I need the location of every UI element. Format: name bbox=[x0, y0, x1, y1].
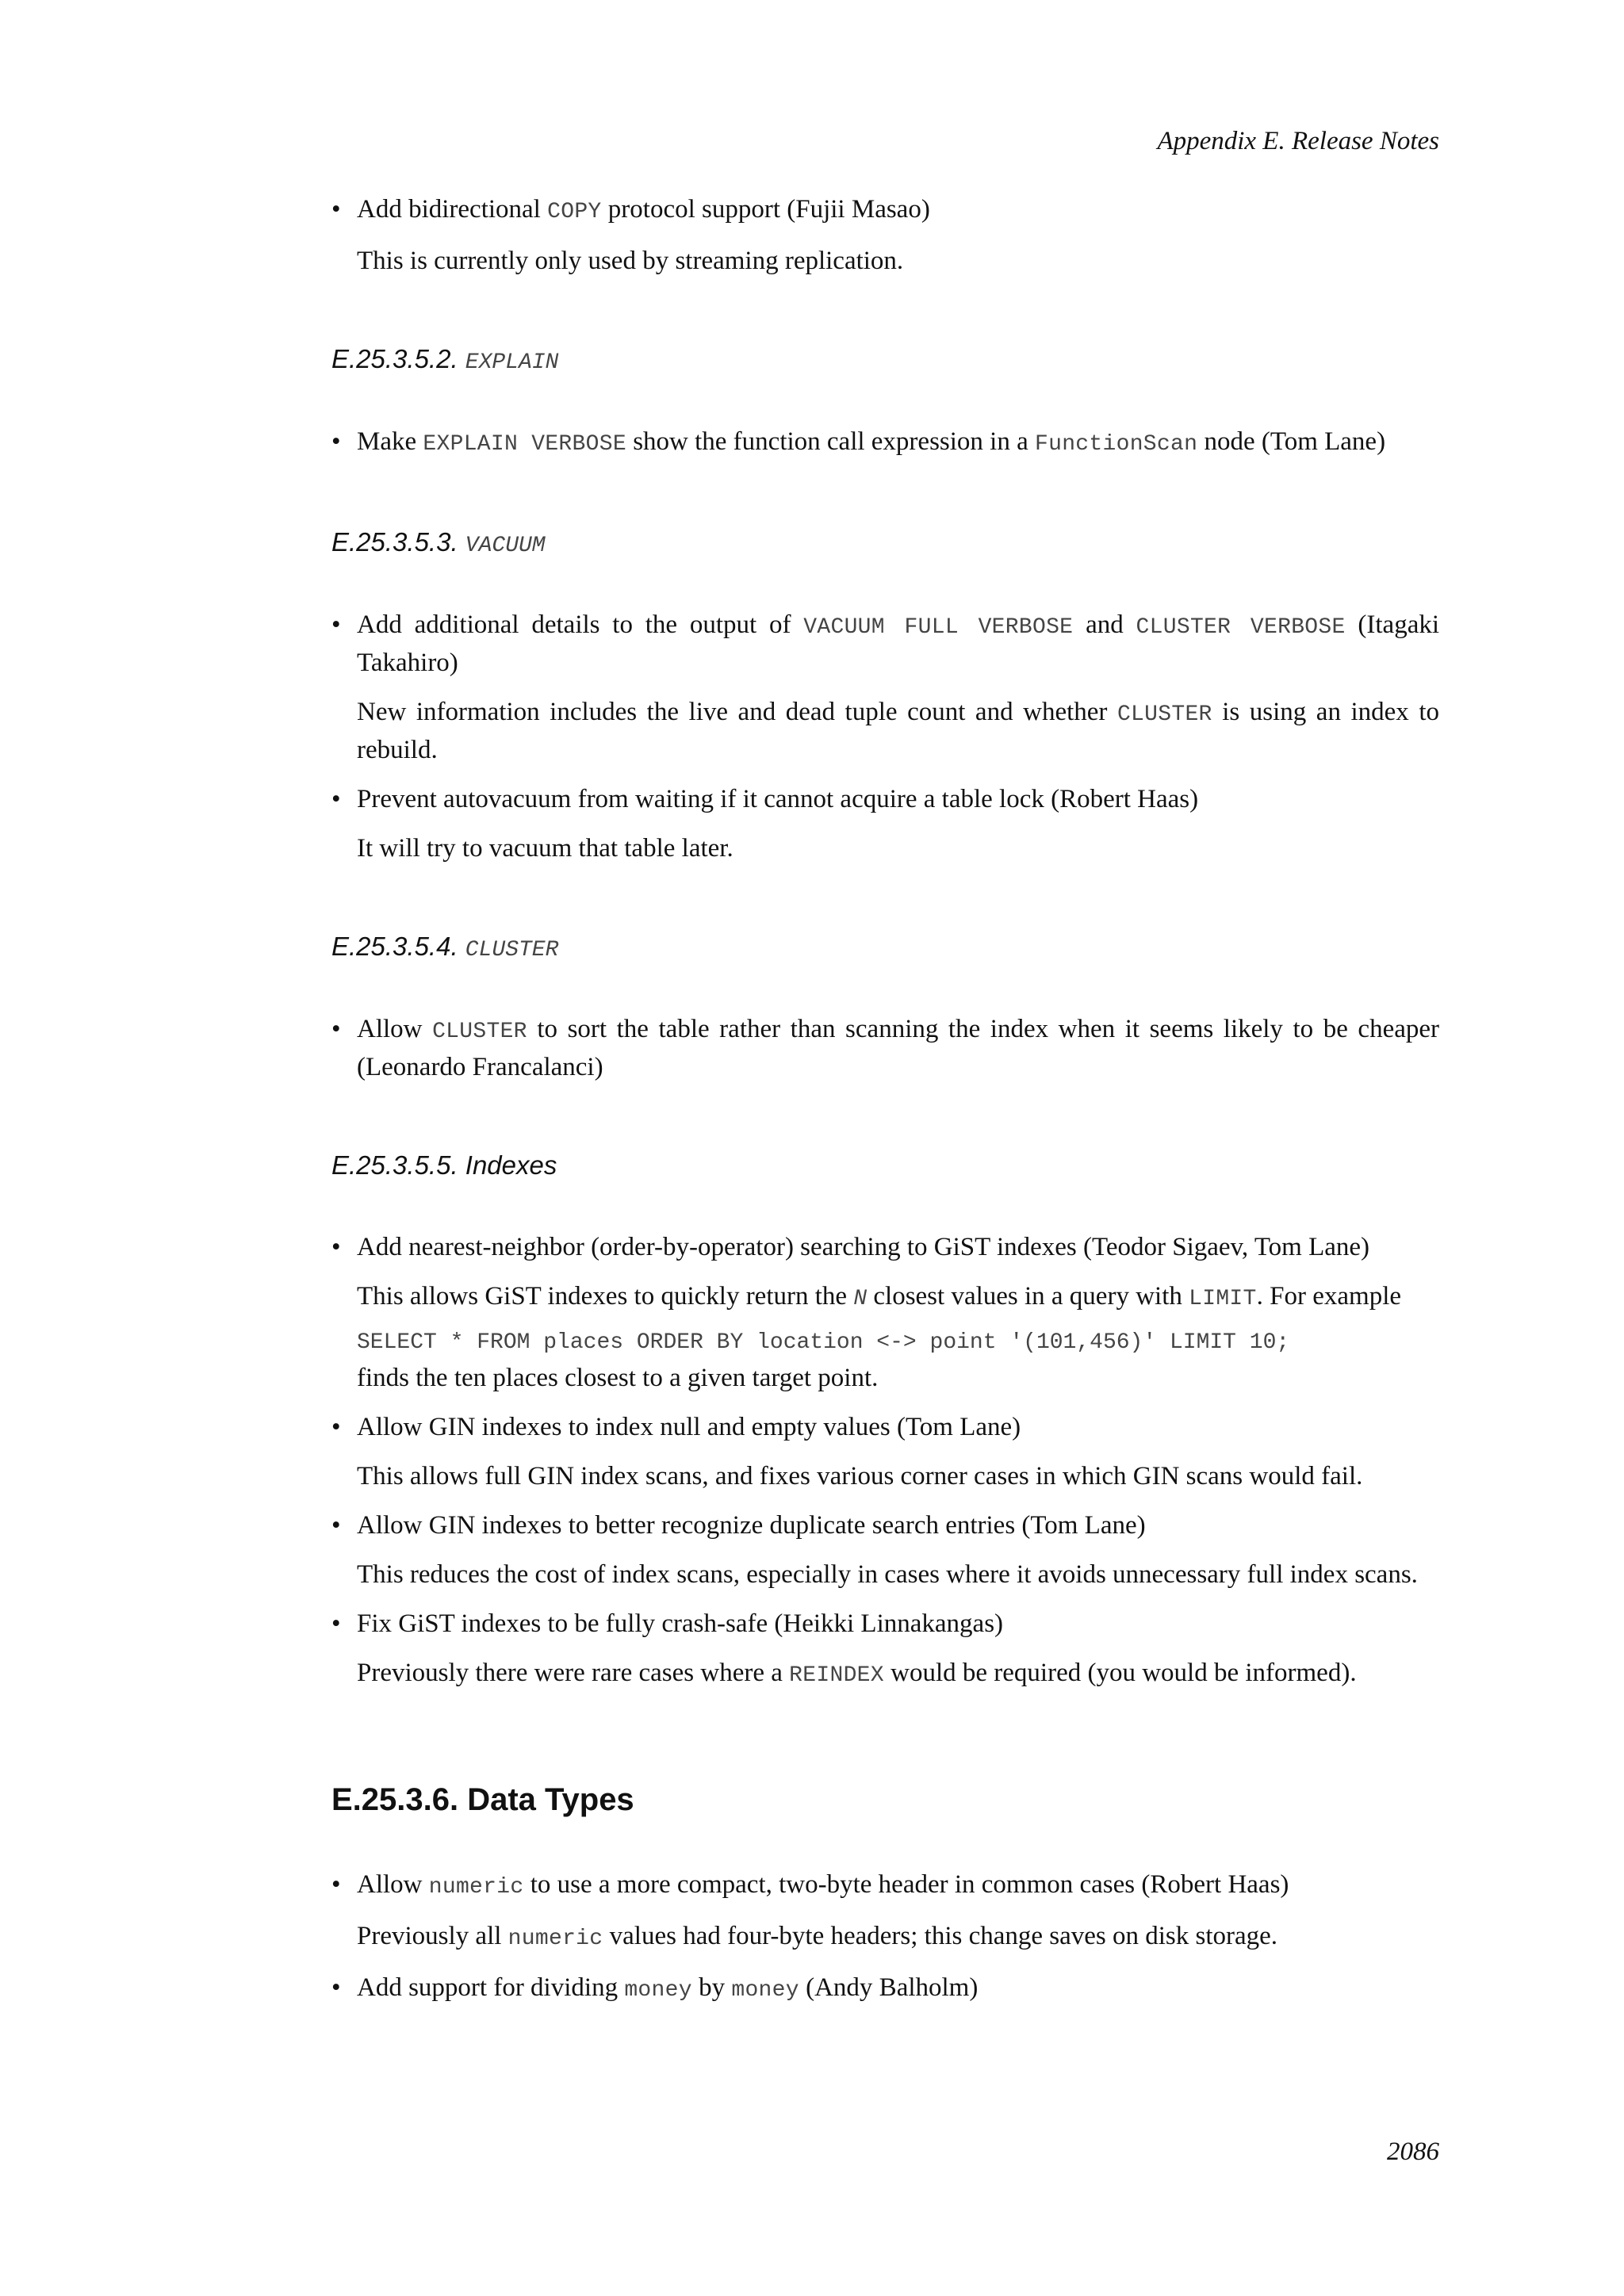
bullet-icon: • bbox=[331, 195, 341, 224]
list-item bbox=[331, 192, 1439, 279]
item-note: This is currently only used by streaming replication. bbox=[357, 247, 904, 275]
item-note: finds the ten places closest to a given target point. bbox=[357, 1364, 879, 1392]
section-heading-cluster: E.25.3.5.4. CLUSTER bbox=[331, 932, 559, 962]
item-note: Previously all numeric values had four-byte headers; this change saves on disk storage. bbox=[357, 1922, 1278, 1951]
bullet-icon: • bbox=[331, 610, 341, 639]
item-text: Allow GIN indexes to better recognize duplicate search entries (Tom Lane) bbox=[357, 1511, 1146, 1540]
section-heading-explain: E.25.3.5.2. EXPLAIN bbox=[331, 344, 559, 375]
item-text: Allow GIN indexes to index null and empty values (Tom Lane) bbox=[357, 1413, 1021, 1441]
list-item bbox=[331, 1012, 1439, 1085]
list-item bbox=[331, 1867, 1439, 1957]
bullet-icon: • bbox=[331, 1413, 341, 1441]
item-text: Allow CLUSTER to sort the table rather than scanning the index when it seems likely to be cheaper (Leonardo Francalanci) bbox=[357, 1015, 1439, 1081]
item-note: This allows GiST indexes to quickly return the N closest values in a query with LIMIT. For example bbox=[357, 1282, 1402, 1311]
code-example: SELECT * FROM places ORDER BY location <-> point '(101,456)' LIMIT 10; bbox=[357, 1330, 1290, 1355]
list-item bbox=[331, 424, 1439, 462]
bullet-icon: • bbox=[331, 1511, 341, 1540]
item-text: Add additional details to the output of VACUUM FULL VERBOSE and CLUSTER VERBOSE (Itagaki Takahiro) bbox=[357, 610, 1440, 677]
item-text: Fix GiST indexes to be fully crash-safe (Heikki Linnakangas) bbox=[357, 1609, 1004, 1638]
item-text: Add bidirectional COPY protocol support (Fujii Masao) bbox=[357, 195, 930, 224]
section-heading-data-types: E.25.3.6. Data Types bbox=[331, 1782, 634, 1817]
page-content bbox=[331, 192, 1439, 2008]
page-number: 2086 bbox=[1387, 2137, 1439, 2166]
bullet-icon: • bbox=[331, 1870, 341, 1899]
running-header: Appendix E. Release Notes bbox=[1157, 127, 1439, 155]
item-note: This reduces the cost of index scans, especially in cases where it avoids unnecessary full index scans. bbox=[357, 1560, 1418, 1589]
list-item bbox=[331, 782, 1439, 867]
item-note: New information includes the live and dead tuple count and whether CLUSTER is using an index to rebuild. bbox=[357, 698, 1439, 764]
item-text: Add support for dividing money by money (Andy Balholm) bbox=[357, 1973, 979, 2003]
list-item bbox=[331, 1508, 1439, 1593]
item-text: Allow numeric to use a more compact, two-byte header in common cases (Robert Haas) bbox=[357, 1870, 1289, 1900]
list-item bbox=[331, 1410, 1439, 1494]
list-item bbox=[331, 1606, 1439, 1693]
bullet-icon: • bbox=[331, 427, 341, 456]
item-note: Previously there were rare cases where a REINDEX would be required (you would be informed). bbox=[357, 1659, 1357, 1688]
item-note: It will try to vacuum that table later. bbox=[357, 834, 733, 863]
bullet-icon: • bbox=[331, 1233, 341, 1261]
list-item bbox=[331, 1230, 1439, 1396]
bullet-icon: • bbox=[331, 785, 341, 813]
list-item bbox=[331, 607, 1439, 768]
item-text: Add nearest-neighbor (order-by-operator) searching to GiST indexes (Teodor Sigaev, Tom Lane) bbox=[357, 1233, 1370, 1261]
bullet-icon: • bbox=[331, 1973, 341, 2002]
bullet-icon: • bbox=[331, 1015, 341, 1043]
list-item bbox=[331, 1970, 1439, 2008]
section-heading-indexes: E.25.3.5.5. Indexes bbox=[331, 1150, 557, 1180]
item-text: Make EXPLAIN VERBOSE show the function call expression in a FunctionScan node (Tom Lane) bbox=[357, 427, 1386, 457]
item-note: This allows full GIN index scans, and fixes various corner cases in which GIN scans would fail. bbox=[357, 1462, 1363, 1490]
bullet-icon: • bbox=[331, 1609, 341, 1638]
section-heading-vacuum: E.25.3.5.3. VACUUM bbox=[331, 527, 546, 558]
item-text: Prevent autovacuum from waiting if it cannot acquire a table lock (Robert Haas) bbox=[357, 785, 1199, 813]
